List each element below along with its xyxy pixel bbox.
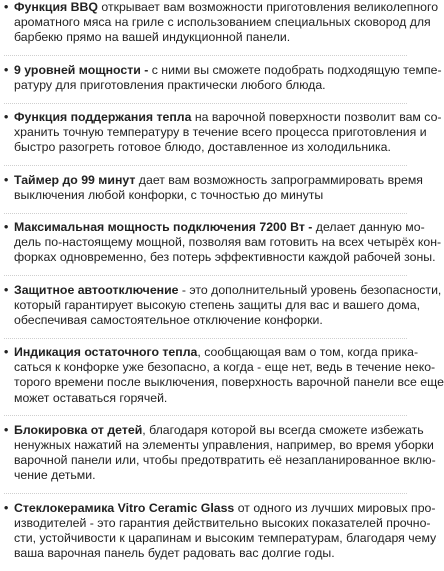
feature-item — [4, 110, 442, 166]
text-line — [14, 125, 442, 140]
feature-text — [14, 345, 444, 405]
text-line — [14, 220, 441, 235]
text-line — [14, 15, 438, 30]
feature-title: Блокировка от детей — [14, 422, 143, 437]
feature-title: Функция BBQ — [14, 0, 98, 14]
bullet-icon: • — [4, 422, 9, 437]
text-line — [14, 63, 442, 78]
text-line — [14, 313, 441, 328]
feature-text — [14, 220, 441, 265]
line-text: от одного из лучших мировых про- — [234, 500, 436, 515]
text-line — [14, 345, 444, 360]
line-text: барбекю прямо на вашей индукционной панели. — [14, 30, 291, 45]
feature-item — [4, 172, 423, 214]
line-text: , благодаря которой вы всегда сможете избежать — [142, 422, 424, 437]
line-text: ваша варочная панель будет радовать вас долгие годы. — [14, 545, 335, 560]
line-text: обеспечивая самостоятельное отключение конфорки. — [14, 312, 323, 327]
line-text: который гарантирует высокую степень защиты для вас и вашего дома, — [14, 297, 420, 312]
line-text: варочной панели или, чтобы предотвратить её незапланированное вклю- — [14, 453, 436, 468]
text-line — [14, 30, 438, 45]
bullet-icon: • — [4, 282, 9, 297]
feature-item — [4, 0, 439, 56]
bullet-icon: • — [4, 0, 9, 14]
line-text: ненужных нажатий на элементы управления, например, во время уборки — [14, 438, 434, 453]
text-line — [14, 140, 442, 155]
line-text: дает вам возможность запрограммировать время — [135, 172, 423, 187]
line-text: чение детьми. — [14, 468, 96, 483]
feature-title: Функция поддержания тепла — [14, 110, 192, 125]
bullet-icon: • — [4, 110, 9, 125]
line-text: дель по-настоящему мощной, позволяя вам готовить на всех четырёх кон- — [14, 235, 442, 250]
feature-title: 9 уровней мощности - — [14, 62, 149, 77]
feature-item — [4, 282, 442, 339]
text-line — [14, 0, 438, 15]
text-line — [14, 375, 444, 390]
text-line — [14, 516, 436, 531]
feature-text — [14, 173, 423, 203]
feature-title: Защитное автоотключение — [14, 282, 179, 297]
feature-item — [4, 345, 444, 416]
text-line — [14, 453, 436, 468]
text-line — [14, 360, 444, 375]
feature-text — [14, 0, 438, 45]
text-line — [14, 173, 423, 188]
line-text: ратуру для приготовления практически любого блюда. — [14, 77, 326, 92]
line-text: , сообщающая вам о том, когда прика- — [197, 345, 419, 360]
line-text: сти, устойчивости к царапинам и высоким температурам, благодаря чему — [14, 530, 437, 545]
line-text: быстро разогреть готовое блюдо, доставленное из холодильника. — [14, 140, 391, 155]
text-line — [14, 188, 423, 203]
feature-title: Максимальная мощность подключения 7200 Вт - — [14, 220, 313, 235]
feature-item — [4, 422, 436, 494]
line-text: торого времени после выключения, поверхность варочной панели все еще — [14, 375, 444, 390]
text-line — [14, 110, 442, 125]
bullet-icon: • — [4, 345, 9, 360]
feature-text — [14, 501, 436, 561]
bullet-icon: • — [4, 500, 9, 515]
line-text: выключения любой конфорки, с точностью до минуты — [14, 187, 324, 202]
bullet-icon: • — [4, 62, 9, 77]
feature-item — [4, 62, 442, 104]
text-line — [14, 501, 436, 516]
line-text: - это дополнительный уровень безопасности, — [178, 282, 442, 297]
text-line — [14, 546, 436, 561]
line-text: делает данную мо- — [312, 220, 425, 235]
text-line — [14, 235, 441, 250]
bullet-icon: • — [4, 220, 9, 235]
feature-text — [14, 423, 436, 483]
text-line — [14, 531, 436, 546]
text-line — [14, 283, 441, 298]
line-text: на варочной поверхности позволит вам со- — [191, 110, 442, 125]
line-text: ароматного мяса на гриле с использованием специальных сковород для — [14, 15, 431, 30]
feature-text — [14, 63, 442, 93]
text-line — [14, 468, 436, 483]
line-text: саться к конфорке уже безопасно, а когда - еще нет, ведь в течение неко- — [14, 360, 436, 375]
text-line — [14, 298, 441, 313]
feature-text — [14, 110, 442, 155]
line-text: форках одновременно, без потерь эффективности каждой рабочей зоны. — [14, 250, 436, 265]
text-line — [14, 438, 436, 453]
text-line — [14, 423, 436, 438]
bullet-icon: • — [4, 172, 9, 187]
line-text: хранить точную температуру в течение всего процесса приготовления и — [14, 125, 427, 140]
feature-title: Таймер до 99 минут — [14, 172, 136, 187]
feature-text — [14, 283, 441, 328]
text-line — [14, 78, 442, 93]
line-text: открывает вам возможности приготовления великолепного — [97, 0, 439, 14]
line-text: может оставаться горячей. — [14, 390, 168, 405]
line-text: с ними вы сможете подобрать подходящую темпе- — [148, 62, 442, 77]
line-text: изводителей - это гарантия действительно высоких показателей прочно- — [14, 515, 431, 530]
feature-title: Индикация остаточного тепла — [14, 345, 198, 360]
text-line — [14, 250, 441, 265]
feature-item — [4, 500, 437, 571]
text-line — [14, 391, 444, 406]
feature-title: Стеклокерамика Vitro Ceramic Glass — [14, 500, 235, 515]
feature-item — [4, 220, 442, 276]
